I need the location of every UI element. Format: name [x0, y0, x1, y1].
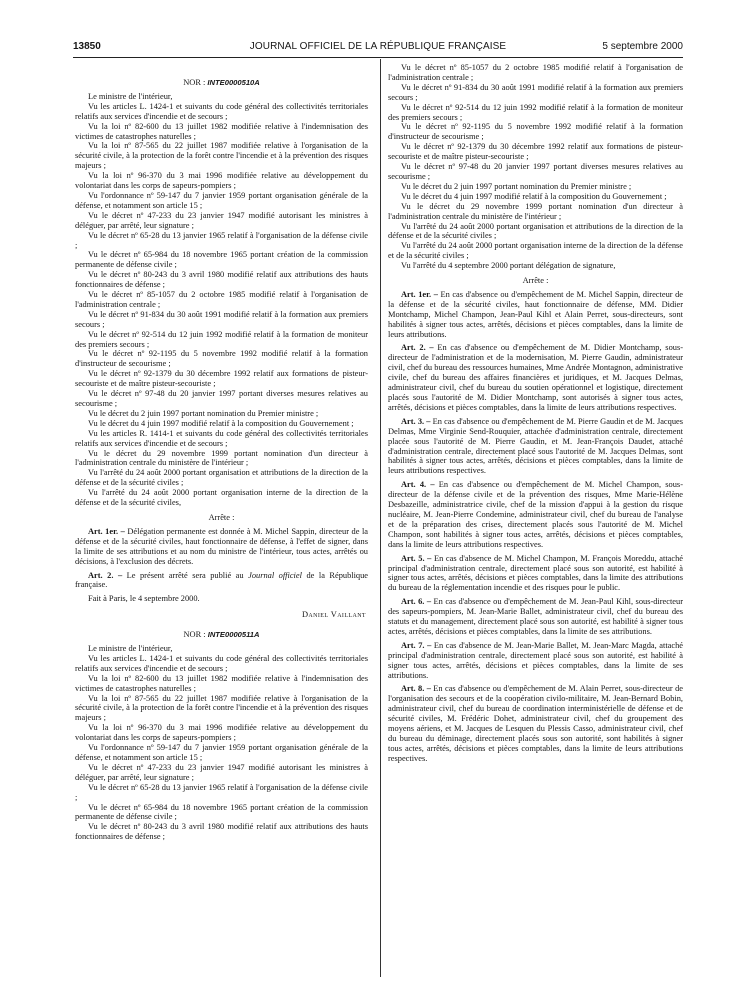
article-label: Art. 8. – [401, 684, 431, 694]
article-label: Art. 6. – [401, 597, 432, 607]
visa-paragraph: Vu le décret nº 92-1195 du 5 novembre 1992 modifié relatif à la formation d'instructeur de secourisme ; [388, 122, 683, 142]
article [388, 480, 683, 549]
nor-reference [75, 78, 368, 88]
article [388, 641, 683, 681]
visa-paragraph: Vu la loi nº 87-565 du 22 juillet 1987 modifiée relative à l'organisation de la sécurité civile, à la protection de la forêt contre l'incendie et à la prévention des risques majeurs ; [75, 141, 368, 171]
visa-paragraph: Vu le décret nº 80-243 du 3 avril 1980 modifié relatif aux attributions des hauts fonctionnaires de défense ; [75, 822, 368, 842]
visa-paragraph: Vu le décret du 29 novembre 1999 portant nomination d'un directeur à l'administration centrale du ministère de l'intérieur ; [75, 448, 368, 468]
article-text: En cas d'absence de M. Jean-Marie Ballet, M. Jean-Marc Magda, attaché principal d'administration centrale, directement placé sous son autorité, est habilité à signer tous actes, arrêtés, décisions et pièces comptables, dans la limite de ses attributions. [388, 640, 683, 680]
visa-paragraph: Vu le décret du 4 juin 1997 modifié relatif à la composition du Gouvernement ; [88, 418, 354, 428]
visa-paragraph: Vu la loi nº 82-600 du 13 juillet 1982 modifiée relative à l'indemnisation des victimes de catastrophes naturelles ; [75, 673, 368, 693]
article-label: Art. 2. – [401, 343, 434, 353]
visa-paragraph: Vu le décret nº 92-1379 du 30 décembre 1992 relatif aux formations de pisteur-secouriste et de maître pisteur-secouriste ; [388, 142, 683, 162]
article-label: Art. 1er. – [88, 526, 125, 536]
left-column [75, 78, 368, 983]
visa-paragraph: Vu la loi nº 96-370 du 3 mai 1996 modifiée relative au développement du volontariat dans les corps de sapeurs-pompiers ; [75, 723, 368, 743]
article [388, 597, 683, 637]
visa-paragraph: Vu la loi nº 96-370 du 3 mai 1996 modifiée relative au développement du volontariat dans les corps de sapeurs-pompiers ; [75, 171, 368, 191]
publication-date: 5 septembre 2000 [602, 41, 683, 52]
visa-paragraph: Vu le décret nº 92-1379 du 30 décembre 1992 relatif aux formations de pisteur-secouriste et de maître pisteur-secouriste ; [75, 369, 368, 389]
visa-paragraph: Vu les articles L. 1424-1 et suivants du code général des collectivités territoriales relatifs aux services d'incendie et de secours ; [75, 653, 368, 673]
nor-id: INTE0000510A [207, 78, 260, 87]
article [388, 554, 683, 594]
nor-prefix: NOR : [183, 630, 206, 640]
article [388, 417, 683, 476]
visa-paragraph: Vu la loi nº 87-565 du 22 juillet 1987 modifiée relative à l'organisation de la sécurité civile, à la protection de la forêt contre l'incendie et à la prévention des risques majeurs ; [75, 693, 368, 723]
article-list [388, 290, 683, 764]
article-label: Art. 3. – [401, 416, 431, 426]
article-label: Art. 1er. – [401, 289, 438, 299]
page-number: 13850 [73, 41, 101, 52]
visa-paragraph: Vu les articles L. 1424-1 et suivants du code général des collectivités territoriales relatifs aux services d'incendie et de secours ; [75, 101, 368, 121]
article-text: En cas d'absence de M. Michel Champon, M. François Moreddu, attaché principal d'administration centrale, directement placé sous son autorité, est habilité à signer tous actes, arrêtés, décisions et pièces comptables, dans la limite des attributions du bureau de la réglementation incendie et des risques pour le public. [388, 553, 683, 593]
journal-title: JOURNAL OFFICIEL DE LA RÉPUBLIQUE FRANÇAISE [249, 41, 507, 52]
article-label: Art. 7. – [401, 640, 432, 650]
decree-intro: Le ministre de l'intérieur, [88, 91, 173, 101]
article [388, 684, 683, 763]
visa-paragraph: Vu le décret nº 80-243 du 3 avril 1980 modifié relatif aux attributions des hauts fonctionnaires de défense ; [75, 270, 368, 290]
article-text: Délégation permanente est donnée à M. Michel Sappin, directeur de la défense et de la sécurité civiles, haut fonctionnaire de défense, à l'effet de signer, dans la limite de ses attributions et au nom du ministre de l'intérieur, tous actes, arrêtés ou décisions, à l'exclusion des décrets. [75, 526, 368, 566]
visa-paragraph: Vu le décret nº 97-48 du 20 janvier 1997 portant diverses mesures relatives au secourisme ; [388, 162, 683, 181]
visa-paragraph: Vu le décret nº 91-834 du 30 août 1991 modifié relatif à la formation aux premiers secours ; [388, 82, 683, 102]
right-column [388, 63, 683, 968]
nor-prefix: NOR : [183, 78, 206, 87]
visa-paragraph: Vu l'ordonnance nº 59-147 du 7 janvier 1959 portant organisation générale de la défense, et notamment son article 15 ; [75, 743, 368, 762]
visa-paragraph: Vu l'arrêté du 24 août 2000 portant organisation interne de la direction de la défense et de la sécurité civiles ; [388, 241, 683, 261]
visa-paragraph: Vu le décret nº 65-984 du 18 novembre 1965 portant création de la commission permanente de défense civile ; [75, 802, 368, 822]
visa-paragraph: Vu le décret nº 85-1057 du 2 octobre 1985 modifié relatif à l'organisation de l'administration centrale ; [75, 290, 368, 309]
visa-paragraph: Vu le décret nº 65-28 du 13 janvier 1965 relatif à l'organisation de la défense civile ; [75, 230, 368, 250]
article-label: Art. 4. – [401, 480, 435, 490]
visa-paragraph: Vu le décret nº 47-233 du 23 janvier 1947 modifié autorisant les ministres à déléguer, par arrêté, leur signature ; [75, 762, 368, 782]
visa-paragraph: Vu le décret nº 91-834 du 30 août 1991 modifié relatif à la formation aux premiers secours ; [75, 309, 368, 329]
decree-intro: Le ministre de l'intérieur, [88, 644, 173, 654]
visa-paragraph: Vu l'arrêté du 4 septembre 2000 portant délégation de signature, [401, 261, 616, 271]
visa-paragraph: Vu le décret nº 92-514 du 12 juin 1992 modifié relatif à la formation de moniteur des premiers secours ; [388, 102, 683, 122]
arrete-heading: Arrête : [208, 512, 235, 522]
article-text: En cas d'absence ou d'empêchement de M. Michel Sappin, directeur de la défense et de la sécurité civiles, haut fonctionnaire de défense, MM. Didier Montchamp, Michel Champon, Jean-Paul Kihl et Alain Perret, sous-directeurs, sont habilités à signer tous actes, arrêtés, décisions et pièces comptables, dans la limite de leurs attributions. [388, 289, 683, 339]
visa-list [75, 654, 368, 842]
signature: Daniel Vaillant [301, 610, 366, 620]
visa-paragraph: Vu le décret nº 92-514 du 12 juin 1992 modifié relatif à la formation de moniteur des premiers secours ; [75, 329, 368, 349]
nor-id: INTE0000511A [207, 630, 260, 640]
article-text: En cas d'absence ou d'empêchement de M. Michel Champon, sous-directeur de la défense civile et de la prévention des risques, Mme Marie-Hélène Desbazeille, administratrice civile, chef de la mission d'appui à la gestion du risque nucléaire, M. Jean-Pierre Condemine, administrateur civil, chef du bureau de l'analyse et de la préparation des crises, directement placés sous l'autorité de M. Michel Champon, sont habilités à signer tous actes, arrêtés, décisions et pièces comptables, dans la limite de leurs attributions respectives. [388, 480, 683, 549]
visa-paragraph: Vu le décret du 4 juin 1997 modifié relatif à la composition du Gouvernement ; [401, 191, 667, 201]
article-text: En cas d'absence ou d'empêchement de M. Jean-Paul Kihl, sous-directeur des sapeurs-pompiers, M. Jean-Marie Ballet, administrateur civil, chef du bureau des statuts et du management, directement placé sous son autorité, est habilité à signer tous actes, arrêtés, décisions et pièces comptables, dans la limite de ses attributions. [388, 597, 683, 636]
article-text: En cas d'absence ou d'empêchement de M. Didier Montchamp, sous-directeur de l'administration et de la modernisation, M. Pierre Gaudin, administrateur civil, chef du bureau des ressources humaines, Mme Andrée Montagnon, administrative civile, chef du bureau des affaires financières et juridiques, et M. Jacques Delmas, administrateur civil, chef du bureau du soutien opérationnel et logistique, directement placés sous l'autorité de M. Didier Montchamp, sont autorisés à signer tous actes, arrêtés, décisions et pièces comptables, dans la limite de leurs attributions respectives. [388, 343, 683, 412]
visa-list [388, 63, 683, 271]
visa-paragraph: Vu le décret nº 92-1195 du 5 novembre 1992 modifié relatif à la formation d'instructeur de secourisme ; [75, 349, 368, 369]
visa-paragraph: Vu le décret nº 47-233 du 23 janvier 1947 modifié autorisant les ministres à déléguer, par arrêté, leur signature ; [75, 210, 368, 230]
article-text: En cas d'absence ou d'empêchement de M. Alain Perret, sous-directeur de l'organisation des secours et de la coopération civilo-militaire, M. Jean-Bernard Bobin, administrateur civil, chef du bureau de coordination interministérielle de défense et de sécurité civiles, M. Frédéric Dohet, administrateur civil, chef du groupement des moyens aériens, et M. Jacques de Lesquen du Plessis Casso, administrateur civil, chef du bureau du déminage, directement placés sous son autorité, sont habilités à signer tous actes, arrêtés, décisions et pièces comptables, dans la limite de leurs attributions respectives. [388, 684, 683, 763]
page-header [73, 39, 683, 55]
visa-paragraph: Vu le décret nº 97-48 du 20 janvier 1997 portant diverses mesures relatives au secourisme ; [75, 389, 368, 408]
visa-paragraph: Vu le décret nº 65-28 du 13 janvier 1965 relatif à l'organisation de la défense civile ; [75, 782, 368, 802]
header-rule [73, 57, 683, 58]
visa-paragraph: Vu le décret nº 85-1057 du 2 octobre 1985 modifié relatif à l'organisation de l'administration centrale ; [388, 63, 683, 82]
article [388, 343, 683, 412]
visa-paragraph: Vu l'arrêté du 24 août 2000 portant organisation interne de la direction de la défense et de la sécurité civiles, [75, 488, 368, 508]
fait-line: Fait à Paris, le 4 septembre 2000. [88, 594, 200, 604]
article-text: de la République française. [75, 570, 368, 590]
visa-paragraph: Vu l'arrêté du 24 août 2000 portant organisation et attributions de la direction de la défense et de la sécurité civiles ; [75, 468, 368, 488]
visa-paragraph: Vu le décret du 2 juin 1997 portant nomination du Premier ministre ; [401, 181, 632, 191]
visa-paragraph: Vu l'ordonnance nº 59-147 du 7 janvier 1959 portant organisation générale de la défense, et notamment son article 15 ; [75, 190, 368, 210]
article-label: Art. 5. – [401, 553, 432, 563]
visa-list [75, 102, 368, 508]
article-text: En cas d'absence ou d'empêchement de M. Pierre Gaudin et de M. Jacques Delmas, Mme Virginie Send-Rouquier, attachée d'administration centrale, directement placée sous l'autorité de M. Pierre Gaudin, et M. Jean-François Daudet, attaché d'administration centrale, directement placé sous l'autorité de M. Jacques Delmas, sont habilités à signer tous actes, arrêtés, décisions et pièces comptables, dans la limite de leurs attributions respectives. [388, 416, 683, 476]
column-divider [380, 59, 381, 977]
nor-reference [75, 630, 368, 640]
visa-paragraph: Vu le décret nº 65-984 du 18 novembre 1965 portant création de la commission permanente de défense civile ; [75, 250, 368, 270]
visa-paragraph: Vu les articles R. 1414-1 et suivants du code général des collectivités territoriales relatifs aux services d'incendie et de secours ; [75, 428, 368, 448]
journal-name: Journal officiel [248, 570, 302, 580]
article [75, 527, 368, 567]
arrete-heading: Arrête : [522, 276, 549, 286]
visa-paragraph: Vu l'arrêté du 24 août 2000 portant organisation et attributions de la direction de la défense et de la sécurité civiles ; [388, 221, 683, 241]
article-text: Le présent arrêté sera publié au [126, 570, 244, 580]
visa-paragraph: Vu le décret du 29 novembre 1999 portant nomination d'un directeur à l'administration centrale du ministère de l'intérieur ; [388, 201, 683, 221]
article-label: Art. 2. – [88, 570, 123, 580]
article [75, 571, 368, 591]
visa-paragraph: Vu le décret du 2 juin 1997 portant nomination du Premier ministre ; [88, 408, 319, 418]
article [388, 290, 683, 340]
visa-paragraph: Vu la loi nº 82-600 du 13 juillet 1982 modifiée relative à l'indemnisation des victimes de catastrophes naturelles ; [75, 121, 368, 141]
